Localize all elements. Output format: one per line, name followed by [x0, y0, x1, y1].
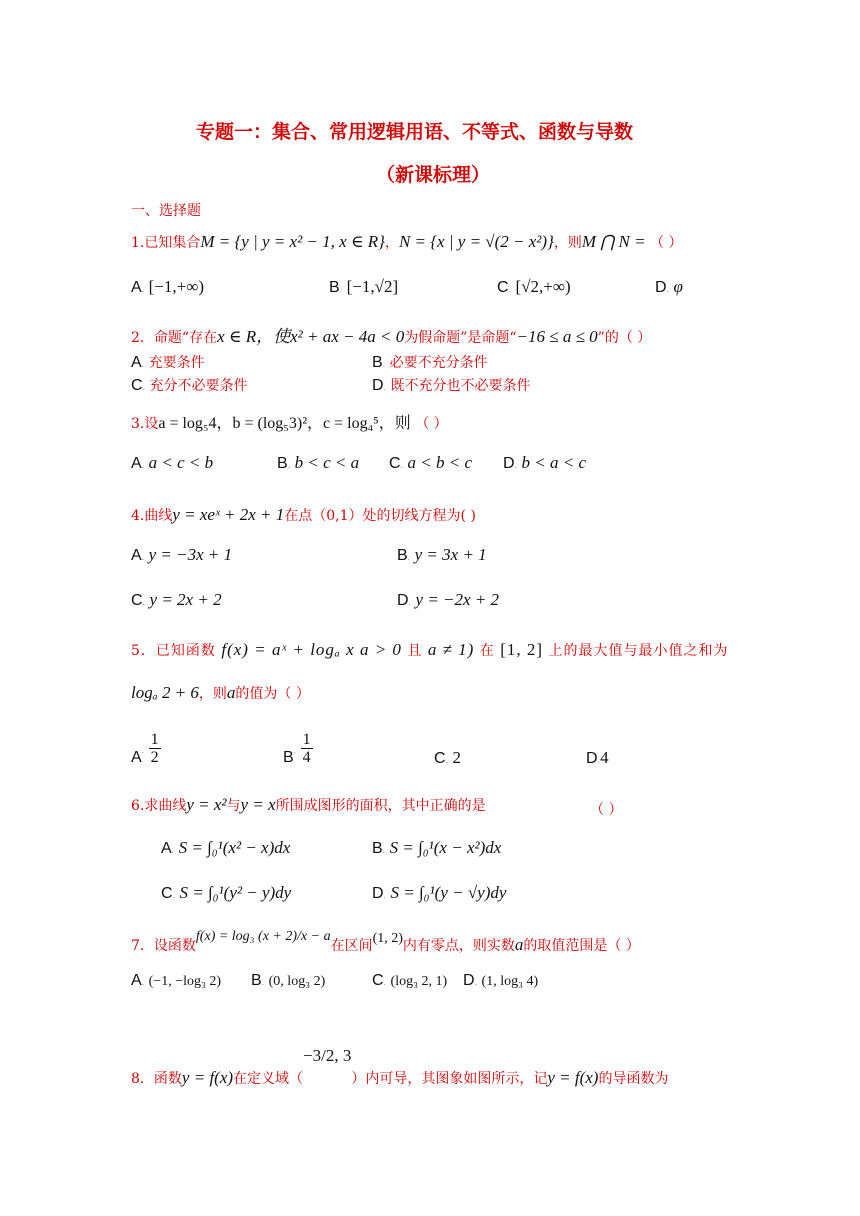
option-label: D: [655, 279, 667, 296]
fraction: [301, 731, 313, 767]
option-text: S = ∫₀¹(x² − x)dx: [178, 838, 291, 857]
q1-option-c[interactable]: C. [√2,+∞): [497, 277, 571, 296]
option-text: (−1, −log₃ 2): [148, 974, 222, 989]
q7-mid-2: 内有零点，则实数: [402, 938, 515, 954]
option-label: C: [372, 972, 384, 989]
option-text: (0, log₃ 2): [268, 974, 326, 989]
fraction-denominator: 2: [150, 749, 159, 767]
option-label: B: [397, 547, 408, 564]
fraction-denominator: 4: [302, 749, 311, 767]
q4-expr: y = xeˣ + 2x + 1: [172, 505, 285, 524]
option-label: C: [434, 750, 446, 767]
q4-option-b[interactable]: B. y = 3x + 1: [397, 545, 487, 564]
q3-prefix: 3.设: [131, 416, 159, 432]
q2-option-d[interactable]: D. 既不充分也不必要条件: [372, 377, 531, 394]
option-text: (1, log₃ 4): [481, 974, 539, 989]
q6-option-c[interactable]: C. S = ∫₀¹(y² − y)dy: [161, 883, 292, 902]
q8-suffix: 的导函数为: [598, 1071, 669, 1087]
option-text: b < c < a: [294, 453, 360, 472]
option-label: C: [161, 885, 173, 902]
option-text: 既不充分也不必要条件: [390, 378, 531, 394]
question-4: [131, 505, 476, 525]
option-text: 充分不必要条件: [149, 378, 248, 394]
option-label: D: [372, 377, 384, 394]
q2-option-a[interactable]: A. 充要条件: [131, 354, 205, 371]
option-label: A: [131, 972, 142, 989]
question-6: [131, 795, 486, 815]
q5-and: 且: [407, 643, 423, 659]
q5-condition: a ≠ 1): [427, 640, 475, 659]
option-label: D: [397, 592, 409, 609]
q5-expr: f(x) = aˣ + logₐ x a > 0: [221, 640, 402, 659]
option-text: (log₃ 2, 1): [390, 974, 448, 989]
q6-suffix: 所围成图形的面积，其中正确的是: [275, 798, 486, 814]
option-text: [−1,+∞): [148, 277, 205, 296]
q1-ask: ，则: [553, 235, 582, 251]
option-label: D: [586, 750, 598, 767]
q7-interval: (1, 2): [372, 931, 403, 946]
page-subtitle: （新课标理）: [376, 164, 491, 186]
option-text: a < b < c: [407, 453, 473, 472]
q6-option-a[interactable]: A. S = ∫₀¹(x² − x)dx: [161, 838, 291, 857]
option-text: a < c < b: [148, 453, 214, 472]
q8-prefix: 8．函数: [131, 1071, 182, 1087]
option-text: y = −2x + 2: [415, 590, 500, 609]
q7-mid: 在区间: [330, 938, 373, 954]
q8-expr: y = f(x): [181, 1068, 234, 1087]
q1-option-b[interactable]: B. [−1,√2]: [329, 277, 399, 296]
option-text: y = 3x + 1: [414, 545, 487, 564]
q1-option-d[interactable]: D. φ: [655, 277, 683, 296]
q2-option-c[interactable]: C. 充分不必要条件: [131, 377, 248, 394]
option-text: S = ∫₀¹(y − √y)dy: [390, 883, 507, 902]
q6-curve-1: y = x²: [186, 795, 227, 814]
q5-prefix: 5．已知函数: [131, 643, 216, 659]
fraction-numerator: 1: [302, 730, 311, 748]
option-label: B: [251, 972, 262, 989]
option-text: S = ∫₀¹(x − x²)dx: [389, 838, 502, 857]
question-5: [131, 640, 729, 660]
q2-option-b[interactable]: B. 必要不充分条件: [372, 354, 488, 371]
q5-option-b[interactable]: B. $\frac{1}{4}$: [283, 730, 311, 767]
option-text: y = 2x + 2: [149, 590, 222, 609]
option-label: D: [463, 972, 475, 989]
option-label: A: [131, 354, 142, 371]
q1-set-m: M = {y | y = x² − 1, x ∈ R}: [200, 232, 385, 251]
q4-option-c[interactable]: C. y = 2x + 2: [131, 590, 222, 609]
q4-option-d[interactable]: D. y = −2x + 2: [397, 590, 500, 609]
option-text: b < a < c: [521, 453, 587, 472]
q5-suffix: 上的最大值与最小值之和为: [548, 643, 729, 659]
q5-line2-expr: logₐ 2 + 6: [131, 683, 199, 702]
q7-option-b[interactable]: B. (0, log₃ 2): [251, 972, 326, 989]
q6-blank: （ ）: [590, 802, 623, 818]
question-2: [131, 322, 651, 347]
q4-option-a[interactable]: A. y = −3x + 1: [131, 545, 233, 564]
q7-variable: a: [514, 935, 524, 954]
q3-option-a[interactable]: A. a < c < b: [131, 453, 214, 472]
question-3: [131, 410, 448, 433]
option-text: 4: [600, 748, 609, 767]
option-label: B: [372, 840, 383, 857]
option-text: [√2,+∞): [515, 277, 571, 296]
q6-option-b[interactable]: B. S = ∫₀¹(x − x²)dx: [372, 838, 502, 857]
q8-mid: 在定义域（: [233, 1071, 304, 1087]
option-label: B: [372, 354, 383, 371]
option-text: φ: [673, 277, 683, 296]
q6-option-d[interactable]: D. S = ∫₀¹(y − √y)dy: [372, 883, 507, 902]
option-label: C: [131, 592, 143, 609]
option-text: 必要不充分条件: [389, 355, 488, 371]
question-8: [131, 1046, 669, 1088]
option-text: 充要条件: [148, 355, 205, 371]
q7-option-a[interactable]: A. (−1, −log₃ 2): [131, 972, 222, 989]
option-label: B: [283, 749, 294, 766]
q5-option-d[interactable]: D.4: [586, 748, 609, 767]
q2-condition-2: −16 ≤ a ≤ 0: [516, 327, 598, 346]
question-1: [131, 232, 682, 252]
q5-line2-suffix: 的值为（ ）: [235, 686, 310, 702]
q5-interval: [1, 2]: [500, 640, 544, 659]
q2-prefix: 2．命题“存在: [131, 330, 218, 346]
question-5-line-2: [131, 683, 310, 703]
option-label: C: [497, 279, 509, 296]
option-text: 2: [452, 748, 462, 767]
q6-curve-2: y = x: [240, 795, 276, 814]
q5-option-c[interactable]: C. 2: [434, 748, 462, 767]
q5-on: 在: [479, 643, 495, 659]
fraction-numerator: 1: [150, 730, 159, 748]
page-title: 专题一：集合、常用逻辑用语、不等式、函数与导数: [196, 121, 634, 143]
q7-expr: f(x) = log₃ (x + 2)/x − a: [195, 929, 331, 944]
q8-mid-2: ）内可导，其图象如图所示，记: [351, 1071, 548, 1087]
option-text: [−1,√2]: [346, 277, 399, 296]
q6-prefix: 6.求曲线: [131, 798, 187, 814]
q3-option-d[interactable]: D. b < a < c: [503, 453, 587, 472]
q5-variable: a: [226, 683, 236, 702]
option-label: D: [503, 455, 515, 472]
q6-with: 与: [226, 798, 241, 814]
q3-option-c[interactable]: C. a < b < c: [389, 453, 473, 472]
q3-option-b[interactable]: B. b < c < a: [277, 453, 360, 472]
option-label: C: [389, 455, 401, 472]
q1-set-n: N = {x | y = √(2 − x²)}: [398, 232, 554, 251]
option-label: A: [131, 547, 142, 564]
option-label: A: [131, 455, 142, 472]
q5-option-a[interactable]: A. $\frac{1}{2}$: [131, 730, 159, 767]
q2-middle: 为假命题”是命题“: [404, 330, 517, 346]
option-label: A: [161, 840, 172, 857]
q3-blank: （ ）: [415, 416, 448, 432]
q7-suffix: 的取值范围是（ ）: [523, 938, 640, 954]
option-text: S = ∫₀¹(y² − y)dy: [179, 883, 292, 902]
q1-comma: ，: [384, 235, 399, 251]
question-7: [131, 929, 640, 955]
option-label: D: [372, 885, 384, 902]
q5-line2-text: ，则: [198, 686, 227, 702]
section-heading: 一、选择题: [131, 203, 201, 219]
q7-option-c[interactable]: C. (log₃ 2, 1): [372, 972, 448, 989]
q8-domain: −3/2, 3: [303, 1046, 352, 1065]
q7-prefix: 7．设函数: [131, 938, 196, 954]
q1-prefix: 1.已知集合: [131, 235, 201, 251]
option-label: C: [131, 377, 143, 394]
q1-option-a[interactable]: A. [−1,+∞): [131, 277, 205, 296]
option-label: A: [131, 749, 142, 766]
q4-suffix: 在点（0,1）处的切线方程为( ): [284, 508, 476, 524]
option-text: y = −3x + 1: [148, 545, 233, 564]
q1-expr: M ⋂ N =: [581, 232, 646, 251]
option-label: B: [277, 455, 288, 472]
q2-condition: x ∈ R，使x² + ax − 4a < 0: [217, 327, 405, 346]
q7-option-d[interactable]: D. (1, log₃ 4): [463, 972, 539, 989]
option-label: A: [131, 279, 142, 296]
q4-prefix: 4.曲线: [131, 508, 173, 524]
q1-blank: （ ）: [650, 235, 683, 251]
option-label: B: [329, 279, 340, 296]
fraction: [149, 731, 161, 767]
q2-suffix: ”的（ ）: [597, 330, 652, 346]
q3-expr: a = log₅4，b = (log₅3)²，c = log₄⁵，则: [158, 415, 411, 432]
q8-expr-2: y = f(x): [547, 1068, 599, 1087]
